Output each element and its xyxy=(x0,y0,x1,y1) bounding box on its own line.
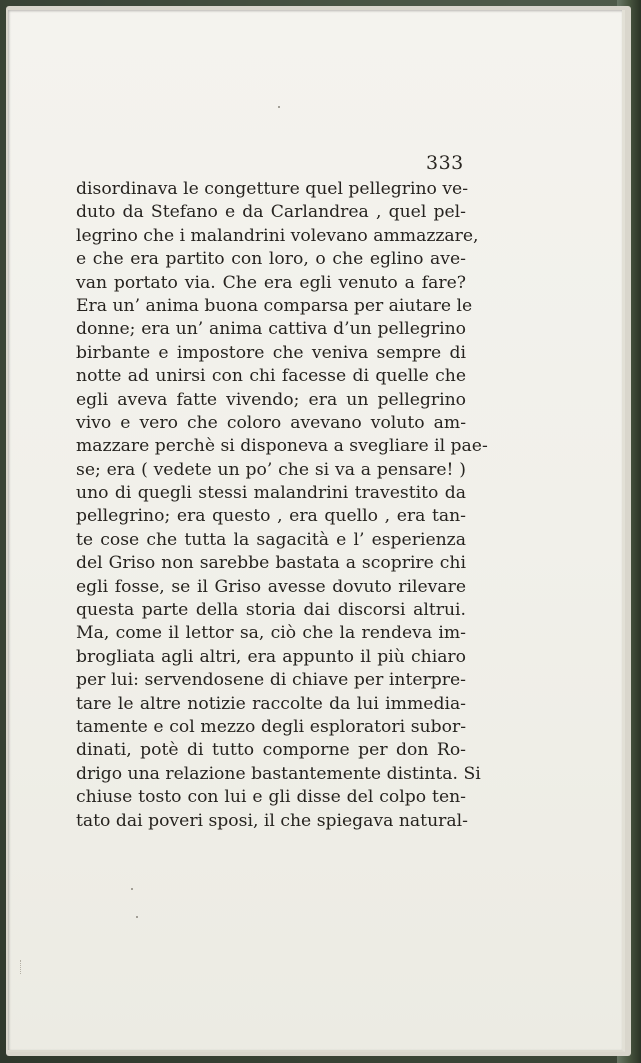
text-line: egli aveva fatte vivendo; era un pellegrino xyxy=(76,389,466,410)
text-line: uno di quegli stessi malandrini travestito da xyxy=(76,483,466,504)
text-line: se; era ( vedete un po’ che si va a pensare! ) xyxy=(76,459,466,480)
page-stack xyxy=(6,6,631,1056)
text-line: tamente e col mezzo degli esploratori subor- xyxy=(76,716,466,737)
text-line: pellegrino; era questo , era quello , era tan- xyxy=(76,506,466,527)
text-line: dinati, potè di tutto comporne per don Ro- xyxy=(76,740,466,761)
text-line: duto da Stefano e da Carlandrea , quel pel- xyxy=(76,202,466,223)
body-text xyxy=(76,178,488,833)
book-page xyxy=(8,10,625,1052)
text-line: egli fosse, se il Griso avesse dovuto rilevare xyxy=(76,576,466,597)
text-line: Ma, come il lettor sa, ciò che la rendeva im- xyxy=(76,623,466,644)
text-line: brogliata agli altri, era appunto il più chiaro xyxy=(76,646,466,667)
text-line: Era un’ anima buona comparsa per aiutare le xyxy=(76,295,473,316)
text-line: per lui: servendosene di chiave per interpre- xyxy=(76,670,466,691)
text-line: birbante e impostore che veniva sempre di xyxy=(76,342,466,363)
text-line: chiuse tosto con lui e gli disse del colpo ten- xyxy=(76,787,466,808)
paper-speck xyxy=(136,916,138,918)
text-line: e che era partito con loro, o che eglino ave- xyxy=(76,249,466,270)
text-line: tato dai poveri sposi, il che spiegava natural- xyxy=(76,810,468,831)
text-line: drigo una relazione bastantemente distinta. Si xyxy=(76,763,481,784)
text-line: del Griso non sarebbe bastata a scoprire chi xyxy=(76,553,466,574)
text-line: tare le altre notizie raccolte da lui immedia- xyxy=(76,693,466,714)
margin-mark xyxy=(20,960,31,974)
paper-speck xyxy=(131,888,133,890)
text-line: mazzare perchè si disponeva a svegliare il pae- xyxy=(76,436,488,457)
text-line: notte ad unirsi con chi facesse di quelle che xyxy=(76,366,466,387)
text-line: disordinava le congetture quel pellegrino ve- xyxy=(76,179,469,199)
page-number: 333 xyxy=(426,152,464,174)
text-line: te cose che tutta la sagacità e l’ esperienza xyxy=(76,529,466,550)
text-line: vivo e vero che coloro avevano voluto am- xyxy=(76,412,466,433)
text-line: legrino che i malandrini volevano ammazzare, xyxy=(76,225,479,246)
text-line: van portato via. Che era egli venuto a fare? xyxy=(76,272,466,293)
text-line: donne; era un’ anima cattiva d’un pellegrino xyxy=(76,319,466,340)
text-line: questa parte della storia dai discorsi altrui. xyxy=(76,600,466,621)
paper-speck xyxy=(278,106,280,108)
